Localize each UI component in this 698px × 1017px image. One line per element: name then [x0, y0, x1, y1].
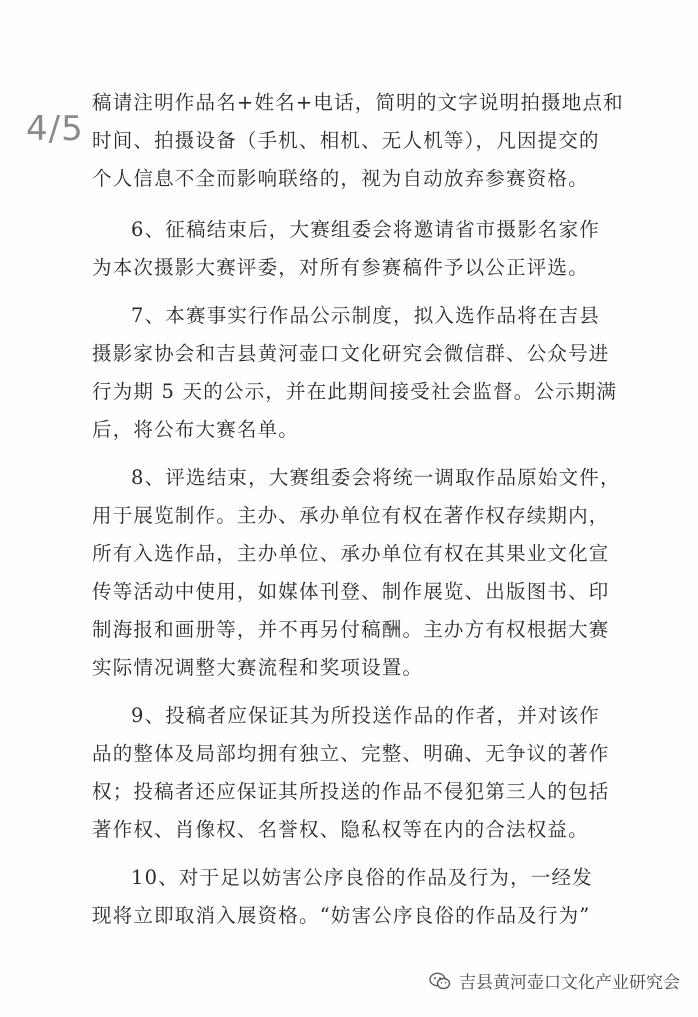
- wechat-icon: [429, 972, 451, 990]
- text-line: 制海报和画册等，并不再另付稿酬。主办方有权根据大赛: [92, 618, 610, 641]
- paragraph-item-10: [92, 859, 612, 935]
- text-line: 为本次摄影大赛评委，对所有参赛稿件予以公正评选。: [92, 256, 589, 279]
- text-line: 著作权、肖像权、名誉权、隐私权等在内的合法权益。: [92, 818, 589, 841]
- paragraph-item-9: [92, 697, 612, 849]
- paragraph-item-8: [92, 459, 621, 687]
- text-line: 传等活动中使用，如媒体刊登、制作展览、出版图书、印: [92, 580, 610, 603]
- paragraph-item-6: [92, 211, 612, 287]
- text-line: 所有入选作品，主办单位、承办单位有权在其果业文化宣: [92, 542, 610, 565]
- wechat-account-name: 吉县黄河壶口文化产业研究会: [459, 973, 680, 993]
- text-line: 7、本赛事实行作品公示制度，拟入选作品将在吉县: [131, 304, 601, 327]
- text-line: 稿请注明作品名+姓名+电话，简明的文字说明拍摄地点和: [92, 91, 624, 114]
- text-line: 摄影家协会和吉县黄河壶口文化研究会微信群、公众号进: [92, 342, 610, 365]
- text-line: 10、对于足以妨害公序良俗的作品及行为，一经发: [131, 866, 593, 889]
- text-line: 用于展览制作。主办、承办单位有权在著作权存续期内，: [92, 504, 610, 527]
- text-line: 品的整体及局部均拥有独立、完整、明确、无争议的著作: [92, 742, 610, 765]
- paragraph-item-7: [92, 297, 618, 449]
- wechat-account-watermark: [429, 968, 680, 993]
- text-line: 个人信息不全而影响联络的，视为自动放弃参赛资格。: [92, 167, 589, 190]
- text-line: 权；投稿者还应保证其所投送的作品不侵犯第三人的包括: [92, 780, 610, 803]
- text-line: 实际情况调整大赛流程和奖项设置。: [92, 656, 424, 679]
- text-line: 时间、拍摄设备（手机、相机、无人机等），凡因提交的: [92, 129, 600, 152]
- text-line: 6、征稿结束后，大赛组委会将邀请省市摄影名家作: [131, 218, 601, 241]
- text-line: 9、投稿者应保证其为所投送作品的作者，并对该作: [131, 704, 601, 727]
- text-line: 行为期 5 天的公示，并在此期间接受社会监督。公示期满: [92, 380, 618, 403]
- document-body: [92, 84, 624, 945]
- text-line: 8、评选结束，大赛组委会将统一调取作品原始文件，: [131, 466, 621, 489]
- paragraph-continued: [92, 84, 624, 198]
- page-indicator: 4/5: [26, 109, 84, 149]
- text-line: 后，将公布大赛名单。: [92, 418, 300, 441]
- text-line: 现将立即取消入展资格。“妨害公序良俗的作品及行为”: [92, 904, 591, 927]
